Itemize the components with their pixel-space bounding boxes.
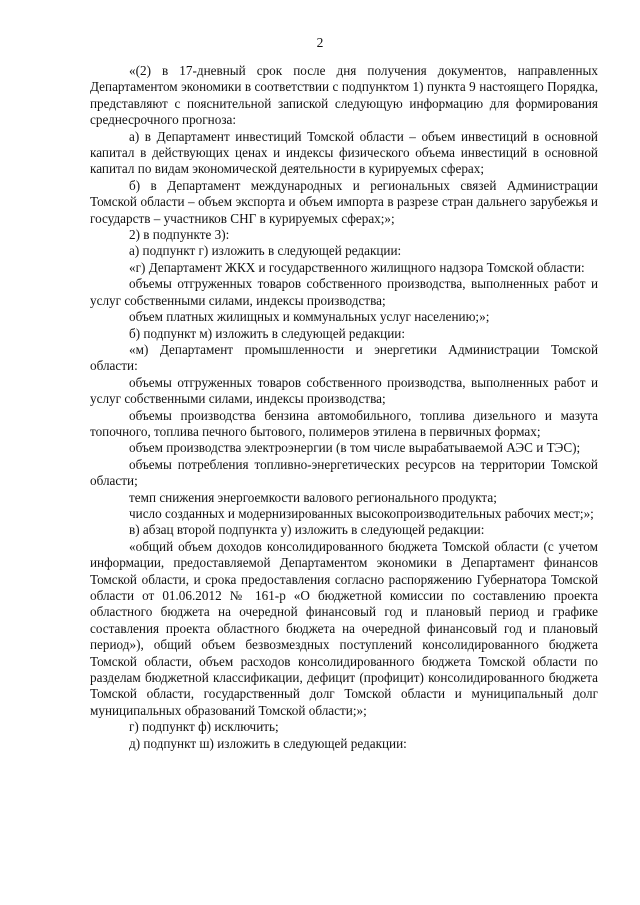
paragraph: объемы отгруженных товаров собственного производства, выполненных работ и услуг собственными силами, индексы производства; [90,374,598,407]
paragraph: г) подпункт ф) исключить; [129,719,279,735]
paragraph: в) абзац второй подпункта у) изложить в следующей редакции: [129,522,485,538]
paragraph: а) в Департамент инвестиций Томской области – объем инвестиций в основной капитал в действующих ценах и индексы физического объема инвестиций в основной капитал по видам экономической деятельности в курируемых сферах; [90,128,598,177]
paragraph: число созданных и модернизированных высокопроизводительных рабочих мест;»; [129,505,594,521]
paragraph: «(2) в 17-дневный срок после дня получения документов, направленных Департаментом экономики в соответствии с подпунктом 1) пункта 9 настоящего Порядка, представляют с пояснительной запиской следующую информацию для формирования среднесрочного прогноза: [90,63,598,128]
paragraph: объемы потребления топливно-энергетических ресурсов на территории Томской области; [90,456,598,489]
paragraph: объемы производства бензина автомобильного, топлива дизельного и мазута топочного, топлива печного бытового, полимеров этилена в первичных формах; [90,407,598,439]
paragraph: б) подпункт м) изложить в следующей редакции: [129,325,406,341]
paragraph: «г) Департамент ЖКХ и государственного жилищного надзора Томской области: [129,259,585,275]
paragraph: темп снижения энергоемкости валового регионального продукта; [129,489,497,505]
paragraph: 2) в подпункте 3): [129,227,230,243]
paragraph: «общий объем доходов консолидированного бюджета Томской области (с учетом информации, предоставляемой Департаментом экономики в Департамент финансов Томской области, и срока предоставления согласно распоряжению Губернатора Томской области от 01.06.2012 № 161-р «О бюджетной комиссии по составлению проекта областного бюджета на очередной финансовый год и плановый период и графике составления проекта областного бюджета на очередной финансовый год и плановый период»), общий объем безвозмездных поступлений консолидированного бюджета Томской области, объем расходов консолидированного бюджета Томской области по разделам бюджетной классификации, дефицит (профицит) консолидированного бюджета Томской области, государственный долг Томской области и муниципальный долг муниципальных образований Томской области;»; [90,538,598,718]
paragraph: объемы отгруженных товаров собственного производства, выполненных работ и услуг собственными силами, индексы производства; [90,276,598,308]
paragraph: объем производства электроэнергии (в том числе вырабатываемой АЭС и ТЭС); [129,440,581,456]
document-body [90,63,598,752]
page-number: 2 [316,35,324,50]
paragraph: а) подпункт г) изложить в следующей редакции: [129,243,402,259]
paragraph: «м) Департамент промышленности и энергетики Администрации Томской области: [90,341,598,374]
paragraph: д) подпункт ш) изложить в следующей редакции: [129,735,407,751]
paragraph: б) в Департамент международных и региональных связей Администрации Томской области – объем экспорта и объем импорта в разрезе стран дальнего зарубежья и государств – участников СНГ в курируемых сферах;»; [90,177,598,226]
paragraph: объем платных жилищных и коммунальных услуг населению;»; [129,309,490,325]
